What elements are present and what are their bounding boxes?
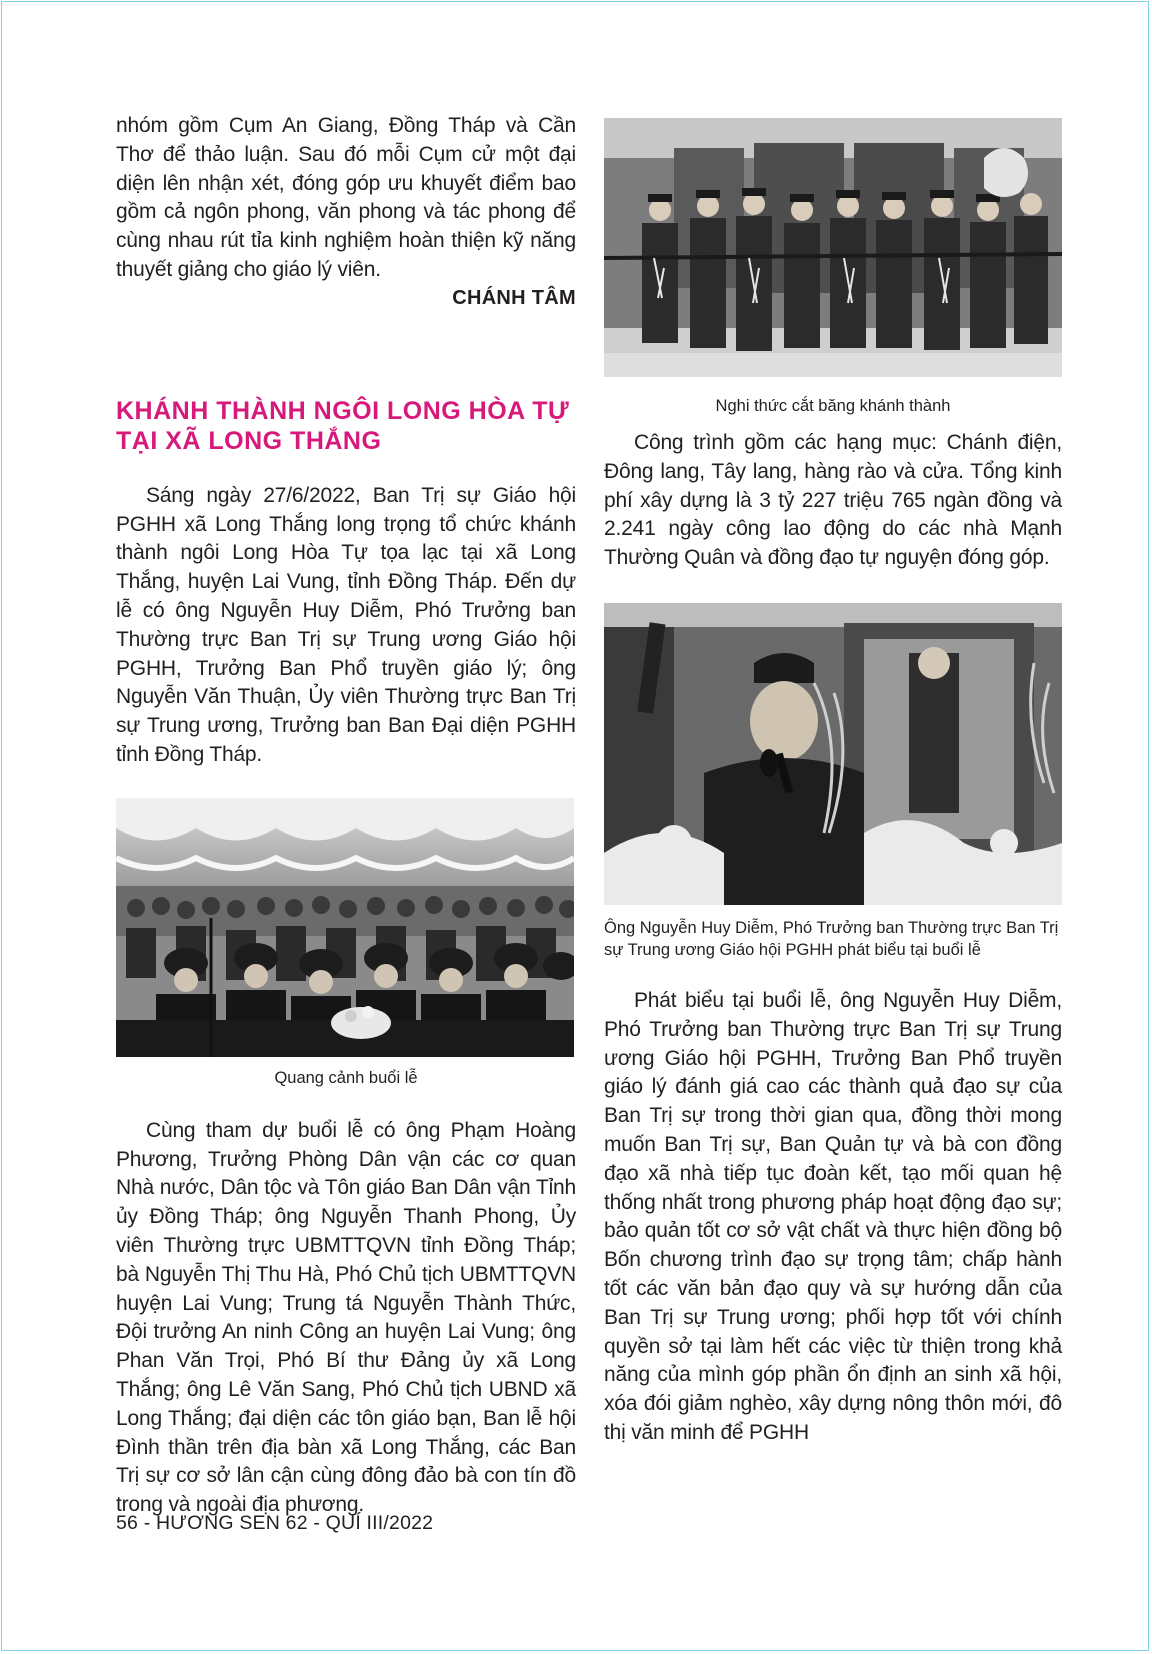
speaker-photo-caption: Ông Nguyễn Huy Diễm, Phó Trưởng ban Thường trực Ban Trị sự Trung ương Giáo hội PGHH phát biểu tại buổi lễ xyxy=(604,918,1059,959)
speaker-photo xyxy=(604,603,1062,905)
ribbon-photo-caption: Nghi thức cắt băng khánh thành xyxy=(715,397,951,415)
article-paragraph-2: Cùng tham dự buổi lễ có ông Phạm Hoàng Phương, Trưởng Phòng Dân vận các cơ quan Nhà nước, Dân tộc và Tôn giáo Ban Dân vận Tỉnh ủy Đồng Tháp; ông Nguyễn Thanh Phong, Ủy viên Thường trực UBMTTQVN tỉnh Đồng Tháp; bà Nguyễn Thị Thu Hà, Phó Chủ tịch UBMTTQVN huyện Lai Vung; Trung tá Nguyễn Thành Thức, Đội trưởng An ninh Công an huyện Lai Vung; ông Phan Văn Trọi, Phó Bí thư Đảng ủy xã Long Thắng; ông Lê Văn Sang, Phó Chủ tịch UBND xã Long Thắng; đại diện các tôn giáo bạn, Ban lễ hội Đình thần trên địa bàn xã Long Thắng, các Ban Trị sự cơ sở lân cận cùng đông đảo bà con tín đồ trong và ngoài địa phương. xyxy=(116,1118,576,1517)
article-paragraph-1: Sáng ngày 27/6/2022, Ban Trị sự Giáo hội PGHH xã Long Thắng long trọng tổ chức khánh thành ngôi Long Hòa Tự tọa lạc tại xã Long Thắng, huyện Lai Vung, tỉnh Đồng Tháp. Đến dự lễ có ông Nguyễn Huy Diễm, Phó Trưởng ban Thường trực Ban Trị sự Trung ương Giáo hội PGHH, Trưởng Ban Phổ truyền giáo lý; ông Nguyễn Văn Thuận, Ủy viên Thường trực Ban Trị sự Trung ương, Trưởng ban Ban Đại diện PGHH tỉnh Đồng Tháp. xyxy=(116,483,576,766)
author-byline: CHÁNH TÂM xyxy=(452,286,576,309)
page-footer: 56 - HƯƠNG SEN 62 - QUÍ III/2022 xyxy=(116,1512,434,1534)
intro-paragraph: nhóm gồm Cụm An Giang, Đồng Tháp và Cần Thơ để thảo luận. Sau đó mỗi Cụm cử một đại diện lên nhận xét, đóng góp ưu khuyết điểm bao gồm cả ngôn phong, văn phong và tác phong để cùng nhau rút tỉa kinh nghiệm hoàn thiện kỹ năng thuyết giảng cho giáo lý viên. xyxy=(116,114,576,281)
left-column xyxy=(116,112,576,1520)
ceremony-audience-photo xyxy=(116,798,574,1057)
right-paragraph-1: Công trình gồm các hạng mục: Chánh điện, Đông lang, Tây lang, hàng rào và cửa. Tổng kinh phí xây dựng là 3 tỷ 227 triệu 765 ngàn đồng và 2.241 ngày công lao động do các nhà Mạnh Thường Quân và đồng đạo tự nguyện đóng góp. xyxy=(604,431,1062,570)
right-paragraph-2: Phát biểu tại buổi lễ, ông Nguyễn Huy Diễm, Phó Trưởng ban Thường trực Ban Trị sự Trung ương Giáo hội PGHH, Trưởng Ban Phổ truyền giáo lý đánh giá cao các thành quả đạo sự của Ban Trị sự trong thời gian qua, đồng thời mong muốn Ban Trị sự, Ban Quản tự và bà con đồng đạo xã nhà tiếp tục đoàn kết, tạo mối quan hệ thống nhất trong phương pháp hoạt động đạo sự; bảo quản tốt cơ sở vật chất và thực hiện đồng bộ Bốn chương trình đạo sự trọng tâm; chấp hành tốt các văn bản đạo quy và sự hướng dẫn của Ban Trị sự Trung ương; phối hợp tốt với chính quyền sở tại làm hết các việc từ thiện trong khả năng của mình góp phần ổn định an sinh xã hội, xóa đói giảm nghèo, xây dựng nông thôn mới, đô thị văn minh để PGHH xyxy=(604,988,1062,1444)
article-title: KHÁNH THÀNH NGÔI LONG HÒA TỰ TẠI XÃ LONG THẮNG xyxy=(116,396,570,455)
audience-photo-caption: Quang cảnh buổi lễ xyxy=(274,1068,418,1087)
right-column xyxy=(604,118,1062,1448)
ribbon-cutting-photo xyxy=(604,118,1062,377)
